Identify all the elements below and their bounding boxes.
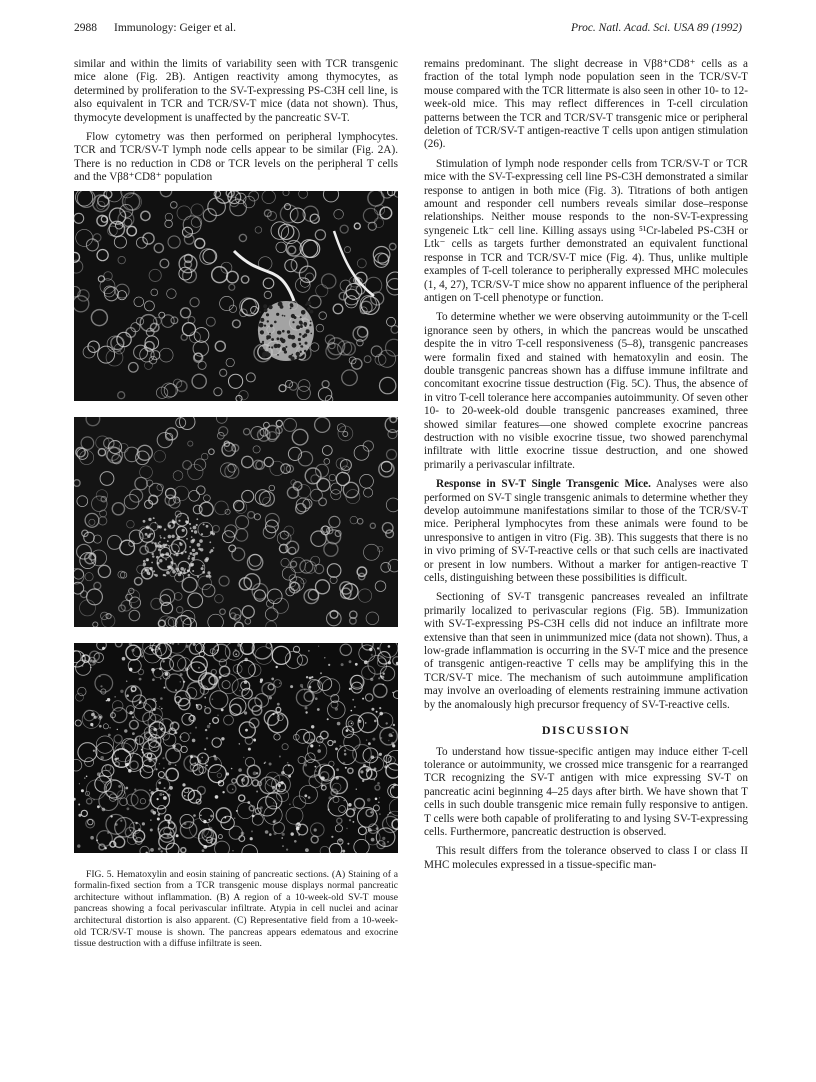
page-header <box>74 22 742 40</box>
right-column <box>424 58 748 872</box>
micrograph-panel-b <box>74 417 398 627</box>
right-paragraph-5: Sectioning of SV-T transgenic pancreases revealed an infiltrate primarily localized to perivascular regions (Fig. 5B). Immunization with SV-T-expressing PS-C3H cells did not induce an infiltrate more extensive than that seen in unimmunized mice (data not shown). Thus, a low-grade inflammation is occurring in the SV-T mice and the presence of transgenic antigen-reactive T cells may be amplifying this in the TCR/SV-T mice. The mechanism of such autoimmune amplification may involve an overloading of elements restraining immune activation by the anomalously high precursor frequency of SV-T-reactive cells. <box>424 591 748 711</box>
micrograph-panel-c <box>74 643 398 853</box>
figure-5 <box>74 191 398 950</box>
right-paragraph-4-body: Analyses were also performed on SV-T single transgenic animals to determine whether they develop autoimmune manifestations similar to those of the TCR/SV-T mice. Peripheral lymphocytes from these animals were found to be unresponsive to antigen in vitro (Fig. 3B). This suggests that there is no in vivo priming of SV-T-reactive cells or that such cells are inactivated or present in low numbers. Without a marker for antigen-reactive T cells, distinguishing between these possibilities is difficult. <box>424 478 749 585</box>
left-paragraph-2: Flow cytometry was then performed on peripheral lymphocytes. TCR and TCR/SV-T lymph node cells appear to be similar (Fig. 2A). There is no reduction in CD8 or TCR levels on the peripheral T cells and the Vβ8⁺CD8⁺ population <box>74 131 398 184</box>
right-paragraph-7: This result differs from the tolerance observed to class I or class II MHC molecules expressed in a tissue-specific man- <box>424 845 748 871</box>
micrograph-panel-a <box>74 191 398 401</box>
right-paragraph-6: To understand how tissue-specific antigen may induce either T-cell tolerance or autoimmunity, we crossed mice transgenic for a rearranged TCR recognizing the SV-T antigen with mice expressing SV-T on pancreatic acini beginning 4–25 days after birth. We have shown that T cells in such double transgenic mice remain fully responsive to antigen. T cells were both capable of proliferating to and lysing SV-T-expressing cells. Furthermore, pancreatic destruction is observed. <box>424 745 748 838</box>
right-paragraph-3: To determine whether we were observing autoimmunity or the T-cell ignorance seen by others, in which the pancreas would be unscathed despite the in vitro T-cell responsiveness (5–8), transgenic pancreases were formalin fixed and stained with hematoxylin and eosin. The double transgenic pancreas shown has a diffuse immune infiltrate and concomitant exocrine tissue destruction (Fig. 5C). Thus, the absence of in vitro T-cell tolerance here accompanies autoimmunity. Of seven other 10- to 20-week-old double transgenic pancreases examined, three showed similar features—one showed complete exocrine pancreas destruction with no visible exocrine tissue, two showed parenchymal infiltrate with little exocrine tissue destruction, and one showed primarily a perivascular infiltrate. <box>424 311 748 471</box>
journal-citation: Proc. Natl. Acad. Sci. USA 89 (1992) <box>571 22 742 34</box>
right-paragraph-1: remains predominant. The slight decrease in Vβ8⁺CD8⁺ cells as a fraction of the total lymph node population seen in the TCR/SV-T mouse compared with the TCR littermate is also seen in other 10- to 12-week-old mice. This may reflect differences in T-cell circulation patterns between the TCR and TCR/SV-T transgenic mice or peripheral deletion of TCR/SV-T antigen-reactive T cells upon antigen stimulation (26). <box>424 58 748 151</box>
figure-caption: FIG. 5. Hematoxylin and eosin staining of pancreatic sections. (A) Staining of a formalin-fixed section from a TCR transgenic mouse displays normal pancreatic architecture without inflammation. (B) A region of a 10-week-old SV-T mouse pancreas showing a focal perivascular infiltrate. Atypia in cell nuclei and acinar architectural distortion is also apparent. (C) Representative field from a 10-week-old TCR/SV-T mouse is shown. The pancreas appears edematous and exocrine tissue destruction with a diffuse infiltrate is seen. <box>74 868 398 950</box>
left-column <box>74 58 398 950</box>
right-paragraph-4 <box>424 478 748 585</box>
left-paragraph-1: similar and within the limits of variability seen with TCR transgenic mice alone (Fig. 2B). Antigen reactivity among thymocytes, as determined by proliferation to the SV-T-expressing PS-C3H cell line, is also equivalent in TCR and TCR/SV-T mice (data not shown). Thus, thymocyte development is unaffected by the pancreatic SV-T. <box>74 58 398 124</box>
discussion-heading: DISCUSSION <box>541 723 631 738</box>
page-number: 2988 <box>74 22 97 34</box>
right-paragraph-2: Stimulation of lymph node responder cells from TCR/SV-T or TCR mice with the SV-T-expressing cell line PS-C3H demonstrated a similar response to antigen in both mice (Fig. 3). Titrations of both antigen amount and responder cell numbers reveals similar dose–response relationships. Neither mouse responds to the non-SV-T-expressing syngeneic Ltk⁻ cell line. Killing assays using ⁵¹Cr-labeled PS-C3H or Ltk⁻ cells as targets further demonstrated an equivalent functional response in TCR and TCR/SV-T mice (Fig. 4). Thus, unlike multiple examples of T-cell tolerance to peripherally expressed MHC molecules (1, 4, 27), TCR/SV-T mice show no apparent influence of the peripheral antigen on T-cell phenotype or function. <box>424 157 748 304</box>
running-title: Immunology: Geiger et al. <box>114 22 236 34</box>
section-run-in-heading: Response in SV-T Single Transgenic Mice. <box>436 478 651 491</box>
